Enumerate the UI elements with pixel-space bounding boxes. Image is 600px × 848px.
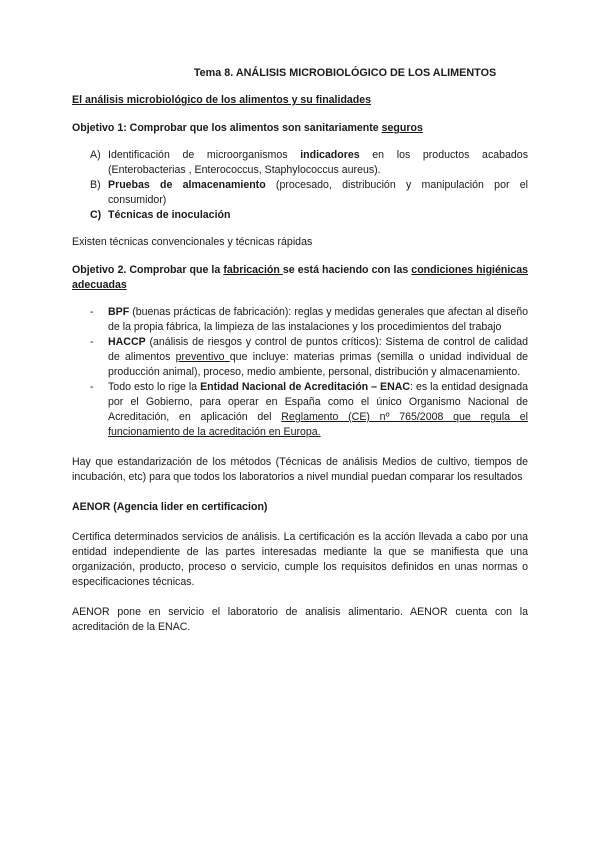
objective-1: Objetivo 1: Comprobar que los alimentos son sanitariamente seguros bbox=[72, 122, 423, 134]
certification-paragraph: Certifica determinados servicios de análisis. La certificación es la acción llevada a cabo por una entidad independiente de las partes interesadas mediante la que se manifiesta que una organización, producto, proceso o servicio, cumple los requisitos definidos en unas normas o especificaciones técnicas. bbox=[72, 531, 528, 588]
objective-2: Objetivo 2. Comprobar que la fabricación se está haciendo con las condiciones higiénicas adecuadas bbox=[72, 264, 528, 291]
aenor-paragraph: AENOR pone en servicio el laboratorio de analisis alimentario. AENOR cuenta con la acreditación de la ENAC. bbox=[72, 606, 528, 633]
objective-1-list bbox=[72, 148, 528, 223]
aenor-heading: AENOR (Agencia lider en certificacion) bbox=[72, 501, 268, 513]
list-item-a: A) Identificación de microorganismos indicadores en los productos acabados (Enterobacterias , Enterococcus, Staphylococcus aureus). bbox=[90, 149, 528, 176]
list-item-haccp: - HACCP (análisis de riesgos y control de puntos críticos): Sistema de control de calidad de alimentos preventivo que incluye: materias primas (semilla o unidad individual de producción animal), proceso, medio ambiente, personal, distribución y almacenamiento. bbox=[90, 336, 528, 378]
page-title: Tema 8. ANÁLISIS MICROBIOLÓGICO DE LOS ALIMENTOS bbox=[193, 67, 497, 79]
list-item-c: C) Técnicas de inoculación bbox=[90, 209, 231, 221]
document-page bbox=[72, 66, 528, 635]
objective-2-list bbox=[72, 305, 528, 440]
list-item-b: B) Pruebas de almacenamiento (procesado, distribución y manipulación por el consumidor) bbox=[90, 179, 528, 206]
list-item-enac: - Todo esto lo rige la Entidad Nacional de Acreditación – ENAC: es la entidad designada por el Gobierno, para operar en España como el único Organismo Nacional de Acreditación, en aplicación del Reglamento (CE) nº 765/2008 que regula el funcionamiento de la acreditación en Europa. bbox=[90, 381, 528, 438]
techniques-paragraph: Existen técnicas convencionales y técnicas rápidas bbox=[72, 236, 313, 248]
standardization-paragraph: Hay que estandarización de los métodos (Técnicas de análisis Medios de cultivo, tiempos de incubación, etc) para que todos los laboratorios a nivel mundial puedan comparar los resultados bbox=[72, 456, 528, 483]
section-heading: El análisis microbiológico de los alimentos y su finalidades bbox=[72, 94, 372, 106]
list-item-bpf: - BPF (buenas prácticas de fabricación): reglas y medidas generales que afectan al diseño de la propia fábrica, la limpieza de las instalaciones y los procedimientos del trabajo bbox=[90, 306, 528, 333]
